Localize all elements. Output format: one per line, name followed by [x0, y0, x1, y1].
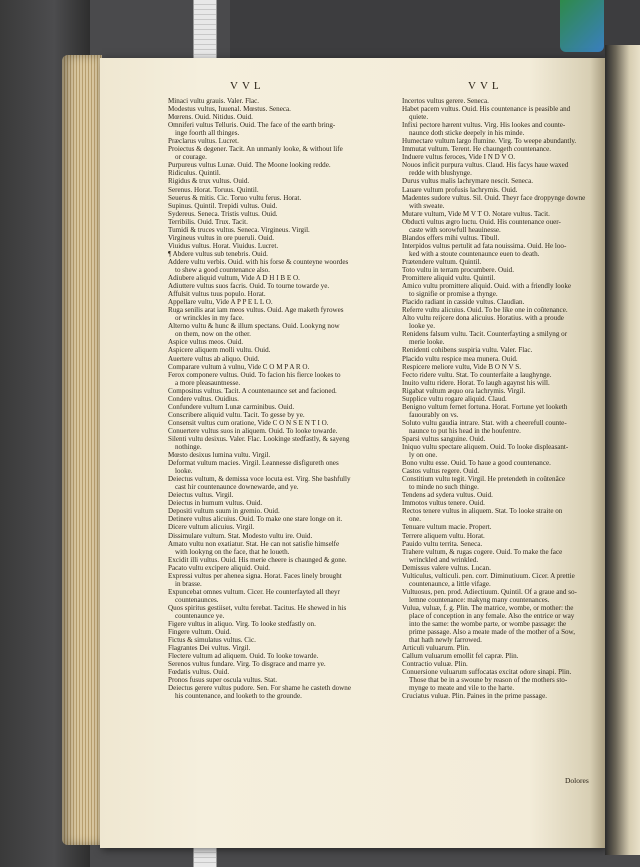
text-line: Vultuosus, pen. prod. Adiectiuum. Quintil. Of a graue and so-: [402, 587, 577, 596]
text-line: Terribilis. Ouid. Trux. Tacit.: [168, 217, 248, 226]
text-line: Placido vultu respice mea munera. Ouid.: [402, 354, 518, 363]
text-line: Expressi vultus per ahenea signa. Horat. Faces linely brought: [168, 571, 342, 580]
text-line: Flectere vultum ad aliquem. Ouid. To looke towarde.: [168, 652, 319, 661]
text-line: naunce doth sticke deepely in his minde.: [409, 129, 525, 138]
text-line: Deformat vultum macies. Virgil. Leannesse disfigureth ones: [168, 459, 339, 468]
text-line: mynge to meate and vile to the harte.: [409, 684, 515, 693]
text-line: to signifie or promise a thynge.: [409, 290, 498, 299]
text-line: Dicere vultum alicuius. Virgil.: [168, 523, 255, 532]
text-line: Those that be in a swoune by reason of the mothers sto-: [409, 676, 568, 685]
bookmark-ribbon: [560, 0, 604, 52]
text-line: in brasse.: [175, 579, 202, 588]
text-line: Præclarus vultus. Lucret.: [168, 137, 239, 146]
text-line: Supplice vultu rogare aliquid. Claud.: [402, 394, 507, 403]
text-line: Tendens ad sydera vultus. Ouid.: [402, 491, 493, 500]
text-line: countenaunce, a little vifage.: [409, 579, 491, 588]
text-line: Proiectus & degener. Tacit. An unmanly looke, & without life: [168, 145, 343, 154]
text-line: Articuli vuluarum. Plin.: [402, 644, 470, 653]
text-line: Seuerus & mitis. Cic. Toruo vultu ferus. Horat.: [168, 193, 302, 202]
text-line: Humectare vultum largo flumine. Virg. To weepe abundantly.: [402, 137, 577, 146]
text-line: looke.: [175, 467, 193, 476]
text-line: redde with blushynge.: [409, 169, 472, 178]
text-line: Ferox componere vultus. Ouid. To facion his fierce lookes to: [168, 370, 341, 379]
running-header-left: VVL: [230, 80, 265, 92]
text-line: Trahere vultum, & rugas cogere. Ouid. To make the face: [402, 547, 563, 556]
text-line: Immutat vultum. Terent. He chaungeth countenance.: [402, 145, 552, 154]
catchword: Dolores: [565, 776, 589, 785]
text-line: Cruciatus vuluæ. Plin. Paines in the prime passage.: [402, 692, 548, 701]
text-line: Tumidi & truces vultus. Seneca. Virgineus. Virgil.: [168, 225, 310, 234]
text-line: Sparsi vultus sanguine. Ouid.: [402, 434, 486, 443]
text-line: Confundere vultum Lunæ carminibus. Ouid.: [168, 402, 295, 411]
text-line: Flagrantes Dei vultus. Virgil.: [168, 644, 251, 653]
text-line: Minaci vultu grauis. Valer. Flac.: [168, 97, 260, 105]
left-text-column: [168, 97, 380, 701]
text-line: with lookyng on the face, that he loueth.: [175, 547, 290, 556]
text-line: Obducti vultus ægro luctu. Ouid. His countenance ouer-: [402, 217, 561, 226]
text-line: Alto vultu reijcere dona alicuius. Horatius. with a proude: [402, 314, 564, 323]
text-line: Deiectus vultum, & demissa voce locuta est. Virg. She bashfully: [168, 475, 351, 484]
text-line: Incertos vultus gerere. Seneca.: [402, 97, 489, 105]
text-line: Benigno vultum fernet fortuna. Horat. Fortune yet looketh: [402, 402, 568, 411]
text-line: Sydereus. Seneca. Tristis vultus. Ouid.: [168, 209, 278, 218]
text-line: or courage.: [175, 153, 207, 162]
text-line: Vulua, vuluæ, f. g. Plin. The matrice, wombe, or mother: the: [402, 603, 574, 612]
text-line: Silenti vultu desixus. Valer. Flac. Lookinge stedfastly, & sayeng: [168, 434, 350, 443]
text-line: Expuncebat omnes vultum. Cicer. He counterfayted all theyr: [168, 587, 340, 596]
text-line: to minde no such thinge.: [409, 483, 479, 492]
text-line: ly on one.: [409, 451, 438, 460]
text-line: that hath newly farrowed.: [409, 636, 482, 645]
text-line: to shew a good countenance also.: [175, 265, 270, 274]
text-line: Fœdatis vultus. Ouid.: [168, 668, 230, 677]
text-line: on them, now on the other.: [175, 330, 251, 339]
text-line: Blandos effers mihi vultus. Tibull.: [402, 233, 500, 242]
text-line: with sweate.: [409, 201, 445, 210]
book-gutter: [605, 45, 640, 855]
text-line: Rigidus & trux vultus. Ouid.: [168, 177, 250, 186]
text-line: Callum vuluarum emollit fel capræ. Plin.: [402, 652, 519, 661]
text-line: Comparare vultum à vulnu, Vide C O M P A R O.: [168, 362, 310, 371]
text-line: Alterno vultu & hunc & illum spectans. Ouid. Lookyng now: [168, 322, 340, 331]
text-line: ked with a stoute countenaunce euen to death.: [409, 249, 540, 258]
text-line: Auertere vultus ab aliquo. Ouid.: [168, 354, 260, 363]
text-line: wrinckled and wrinkled.: [409, 555, 479, 564]
text-line: Tenuare vultum macie. Propert.: [402, 523, 492, 532]
text-line: caste with sorowfull heauinesse.: [409, 225, 501, 234]
text-line: Deiectus vultus. Virgil.: [168, 491, 234, 500]
text-line: Soluto vultu gaudia intrare. Stat. with a cheerefull counte-: [402, 418, 567, 427]
text-line: Excidit illi vultus. Ouid. His merie cheere is chaunged & gone.: [168, 555, 347, 564]
text-line: looke ye.: [409, 322, 436, 331]
text-line: Deiectus in humum vultus. Ouid.: [168, 499, 263, 508]
text-line: or wrinckles in my face.: [175, 314, 244, 323]
text-line: into the same: the wombe parte, or wombe passage: the: [409, 620, 567, 629]
text-line: lemne countenance: makyng many countenances.: [409, 595, 550, 604]
text-line: Toto vultu in terram procumbere. Ouid.: [402, 265, 514, 274]
text-line: Immotos vultus tenere. Ouid.: [402, 499, 485, 508]
text-line: Adiubere aliquid vultum, Vide A D H I B E O.: [168, 274, 300, 283]
text-line: Aspice vultus meos. Ouid.: [168, 338, 244, 347]
text-line: Placido radiant in cassidе vultus. Claudian.: [402, 298, 525, 307]
book-page-edges: [62, 55, 102, 845]
text-line: Bono vultu esse. Ouid. To haue a good countenance.: [402, 459, 551, 468]
text-line: cast hir countenaunce downewarde, and ye.: [175, 483, 299, 492]
text-line: countenaunces.: [175, 595, 219, 604]
text-line: Nouos inficit purpura vultus. Claud. His facys haue waxed: [402, 161, 569, 170]
text-line: Fingere vultum. Ouid.: [168, 628, 232, 637]
text-line: Deiectus gerere vultus pudore. Sen. For shame he casteth downe: [168, 684, 352, 693]
text-line: place of conception in any female. Also the entrice or way: [409, 612, 575, 620]
text-line: Infixi pectore hærent vultus. Virg. His lookes and counte-: [402, 121, 566, 130]
text-line: Castos vultus regere. Ouid.: [402, 467, 480, 476]
text-line: Fictus & simulatus vultus. Cic.: [168, 636, 256, 645]
text-line: Rigabat vultum æquo ora lachrymis. Virgil.: [402, 386, 526, 395]
running-header-right: VVL: [468, 80, 503, 92]
text-line: Pacato vultu excipere aliquid. Ouid.: [168, 563, 271, 572]
text-line: Quos spiritus gestiiset, vultu ferebat. Tacitus. He shewed in his: [168, 603, 347, 612]
text-line: Terrere aliquem vultu. Horat.: [402, 531, 485, 540]
text-line: prime passage. Also a meate made of the mother of a Sow,: [409, 628, 575, 637]
text-line: Referre vultu alicuius. Ouid. To be like one in coûtenance.: [402, 306, 568, 315]
text-line: Rectos tenere vultus in aliquem. Stat. To looke straite on: [402, 507, 563, 516]
text-line: Detinere vultus alicuius. Ouid. To make one stare longe on it.: [168, 515, 343, 524]
text-line: Durus vultus malis lachrymare nescit. Seneca.: [402, 177, 533, 186]
text-line: Aspicere aliquem molli vultu. Ouid.: [168, 346, 271, 355]
text-line: Conscribere aliquid vultu. Tacit. To gesse by ye.: [168, 410, 305, 419]
text-line: Renidenti cohibens suspiria vultu. Valer. Flac.: [402, 346, 533, 355]
text-line: Habet pacem vultus. Ouid. His countenance is peasible and: [402, 105, 571, 114]
text-line: a more pleasauntnesse.: [175, 378, 241, 387]
text-line: Depositi vultum suum in gremio. Ouid.: [168, 507, 280, 516]
text-line: one.: [409, 515, 422, 524]
text-line: Pauido vultu territa. Seneca.: [402, 539, 483, 548]
text-line: Ruga senilis arat iam meos vultus. Ouid. Age maketh fyrowes: [168, 306, 344, 315]
text-line: Mutare vultum, Vide M V T O. Notare vultus. Tacit.: [402, 209, 550, 218]
text-line: Contractio vuluæ. Plin.: [402, 660, 468, 669]
text-line: Amico vultu promittere aliquid. Ouid. with a friendly looke: [402, 282, 572, 291]
text-line: merie looke.: [409, 338, 445, 347]
text-line: Conuersione vuluarum suffocatas excitat odore sinapi. Plin.: [402, 668, 572, 677]
text-line: Modestus vultus, Iuuenal. Mœstus. Seneca.: [168, 105, 291, 114]
text-line: Fecto ridere vultu. Stat. To counterfaite a laughynge.: [402, 370, 552, 379]
text-line: Appellare vultu, Vide A P P E L L O.: [168, 298, 273, 307]
text-line: Affulsit vultus tuus populo. Horat.: [168, 290, 266, 299]
text-line: his countenance, and looketh to the grounde.: [175, 692, 302, 701]
text-line: Adiuttere vultus suos facris. Ouid. To tourne towarde ye.: [168, 282, 330, 291]
right-text-column: [402, 97, 602, 701]
text-line: Vulticulus, vulticuli. pen. corr. Diminutiuum. Cicer. A prettie: [402, 571, 575, 580]
text-line: countenaunce ye.: [175, 612, 225, 620]
text-line: Constitium vultu tegit. Virgil. He pretendeth in coûtenâce: [402, 475, 566, 484]
text-line: Demissus valere vultus. Lucan.: [402, 563, 491, 572]
text-line: Inuito vultu ridere. Horat. To laugh agaynst his will.: [402, 378, 550, 387]
text-line: Omniferi vultus Telluris. Ouid. The face of the earth bring-: [168, 121, 336, 130]
text-line: Renidens falsum vultu. Tacit. Counterfayting a smilyng or: [402, 330, 568, 339]
text-line: Lauare vultum profusis lachrymis. Ouid.: [402, 185, 518, 194]
text-line: Addere vultu verbis. Ouid. with his forse & counteyne woordes: [168, 257, 349, 266]
text-line: Compositus vultus. Tacit. A countenaunce set and facioned.: [168, 386, 337, 395]
text-line: Induere vultus feroces, Vide I N D V O.: [402, 153, 516, 162]
text-line: Serenus. Horat. Toruus. Quintil.: [168, 185, 259, 194]
text-line: naunce to put his head in the houfentre.: [409, 426, 521, 435]
text-line: Promittere aliquid vultu. Quintil.: [402, 274, 496, 283]
text-line: Prætendere vultum. Quintil.: [402, 257, 482, 266]
text-line: Respicere meliore vultu, Vide B O N V S.: [402, 362, 521, 371]
text-line: Mœrens. Ouid. Nitidus. Ouid.: [168, 113, 253, 122]
text-line: Iniquo vultu spectare aliquem. Ouid. To looke displeasant-: [402, 443, 569, 452]
text-line: Supinus. Quintil. Trepidi vultus. Ouid.: [168, 201, 278, 210]
text-line: Condere vultus. Ouidius.: [168, 394, 239, 403]
text-line: Pronos fusus super oscula vultus. Stat.: [168, 676, 277, 685]
text-line: Dissimulare vultum. Stat. Modesto vultu ire. Ouid.: [168, 531, 313, 540]
text-line: inge foorth all thinges.: [175, 129, 240, 138]
text-line: Interpidos vultus pertulit ad fata nouissima. Ouid. He loo-: [402, 241, 567, 250]
text-line: Consensit vultus cum oratione, Vide C O N S E N T I O.: [168, 418, 329, 427]
text-line: ¶ Abdere vultus sub tenebris. Ouid.: [168, 249, 268, 258]
text-line: Purpureus vultus Lunæ. Ouid. The Moone looking redde.: [168, 161, 331, 170]
text-line: Ridiculus. Quintil.: [168, 169, 221, 178]
text-line: Amato vultu non exatiatur. Stat. He can not satisfie himselfe: [168, 539, 340, 548]
text-line: Serenos vultus fundare. Virg. To disgrace and marre ye.: [168, 660, 326, 669]
text-line: Mœsto desixus lumina vultu. Virgil.: [168, 451, 271, 460]
text-line: Conuertere vultus suos in aliquem. Ouid. To looke towarde.: [168, 426, 338, 435]
text-line: nothinge.: [175, 443, 202, 452]
text-line: Viuidus vultus. Horat. Viuidus. Lucret.: [168, 241, 279, 250]
text-line: Figere vultus in aliquo. Virg. To looke stedfastly on.: [168, 620, 316, 629]
text-line: quiete.: [409, 113, 429, 122]
text-line: Madentes sudore vultus. Sil. Ouid. Theyr face droppynge downe: [402, 193, 586, 202]
text-line: Virgineus vultus in ore pueruli. Ouid.: [168, 233, 275, 242]
text-line: fauourably on vs.: [409, 410, 459, 419]
